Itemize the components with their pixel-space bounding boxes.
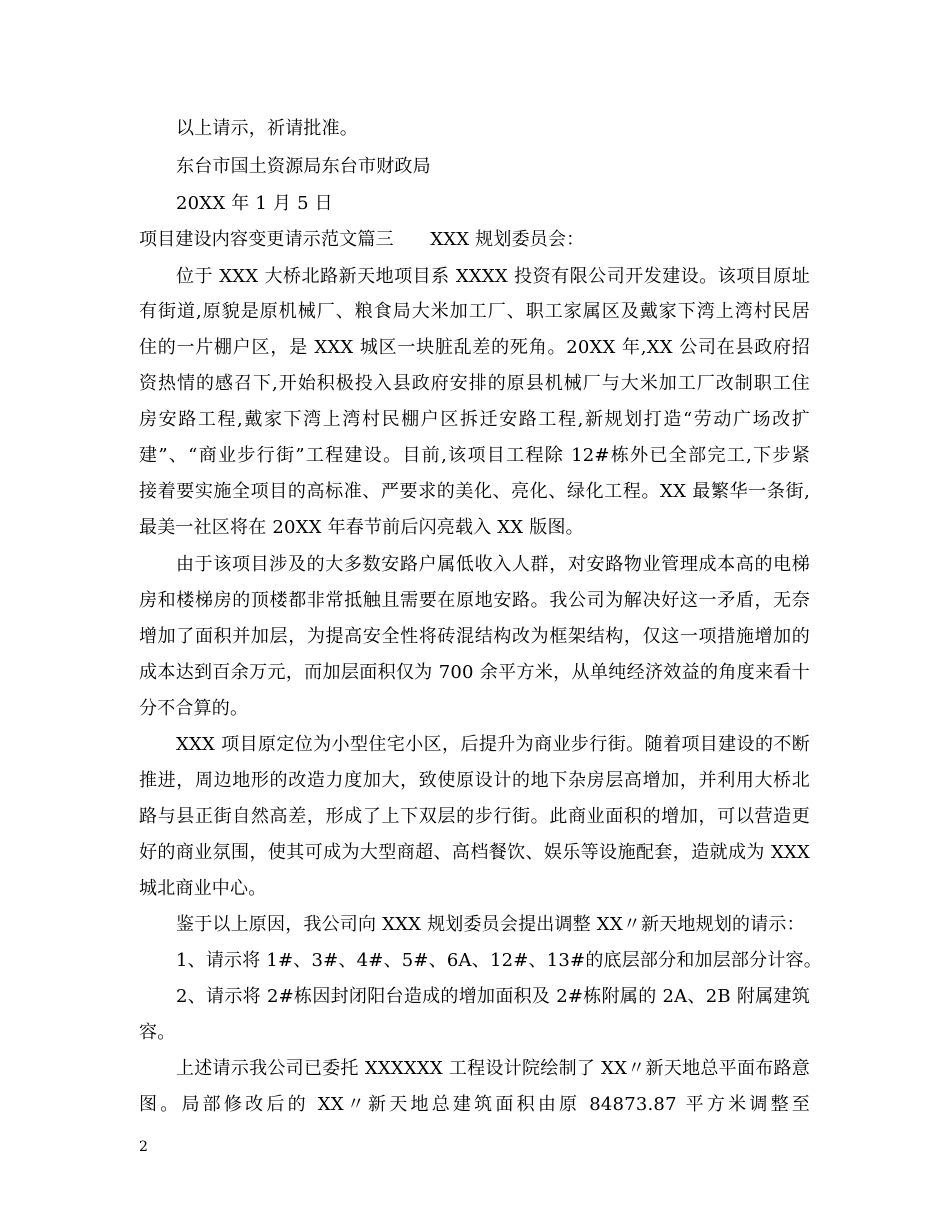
paragraph-1-line-8: 最美一社区将在 20XX 年春节前后闪亮载入 XX 版图。 <box>139 517 584 538</box>
page-number: 2 <box>139 1139 148 1155</box>
paragraph-3-line-4: 好的商业氛围，使其可成为大型商超、高档餐饮、娱乐等设施配套，造就成为 XXX <box>139 842 810 863</box>
paragraph-1-line-2: 有街道,原貌是原机械厂、粮食局大米加工厂、职工家属区及戴家下湾上湾村民居 <box>139 301 810 322</box>
paragraph-2-line-1: 由于该项目涉及的大多数安路户属低收入人群，对安路物业管理成本高的电梯 <box>176 554 810 575</box>
paragraph-1-line-3: 住的一片棚户区，是 XXX 城区一块脏乱差的死角。20XX 年,XX 公司在县政府招 <box>139 337 810 358</box>
paragraph-5-line-1: 上述请示我公司已委托 XXXXXX 工程设计院绘制了 XX〃新天地总平面布路意 <box>176 1058 810 1079</box>
request-item-1: 1、请示将 1#、3#、4#、5#、6A、12#、13#的底层部分和加层部分计容。 <box>176 950 822 971</box>
paragraph-2-line-4: 成本达到百余万元，而加层面积仅为 700 余平方米，从单纯经济效益的角度来看十 <box>139 662 810 683</box>
paragraph-1-line-5: 房安路工程,戴家下湾上湾村民棚户区拆迁安路工程,新规划打造“劳动广场改扩 <box>139 409 810 430</box>
date-line: 20XX 年 1 月 5 日 <box>176 193 333 214</box>
paragraph-4-line-1: 鉴于以上原因，我公司向 XXX 规划委员会提出调整 XX〃新天地规划的请示： <box>176 914 805 935</box>
paragraph-3-line-1: XXX 项目原定位为小型住宅小区，后提升为商业步行街。随着项目建设的不断 <box>176 734 810 755</box>
paragraph-1-line-6: 建”、“商业步行街”工程建设。目前,该项目工程除 12#栋外已全部完工,下步紧 <box>139 445 810 466</box>
issuer-line: 东台市国土资源局东台市财政局 <box>176 156 431 177</box>
paragraph-2-line-5: 分不合算的。 <box>139 698 249 719</box>
request-item-2-line-1: 2、请示将 2#栋因封闭阳台造成的增加面积及 2#栋附属的 2A、2B 附属建筑 <box>176 986 810 1007</box>
request-item-2-line-2: 容。 <box>139 1022 176 1043</box>
paragraph-3-line-5: 城北商业中心。 <box>139 878 267 899</box>
paragraph-1-line-7: 接着要实施全项目的高标准、严要求的美化、亮化、绿化工程。XX 最繁华一条街, <box>139 481 810 502</box>
paragraph-5-line-2: 图。局部修改后的 XX〃新天地总建筑面积由原 84873.87 平方米调整至 <box>139 1094 810 1115</box>
paragraph-1-line-1: 位于 XXX 大桥北路新天地项目系 XXXX 投资有限公司开发建设。该项目原址 <box>176 266 810 287</box>
section-heading-line: 项目建设内容变更请示范文篇三 XXX 规划委员会： <box>139 229 585 250</box>
paragraph-3-line-3: 路与县正街自然高差，形成了上下双层的步行街。此商业面积的增加，可以营造更 <box>139 806 810 827</box>
paragraph-2-line-2: 房和楼梯房的顶楼都非常抵触且需要在原地安路。我公司为解决好这一矛盾，无奈 <box>139 590 810 611</box>
paragraph-2-line-3: 增加了面积并加层，为提高安全性将砖混结构改为框架结构，仅这一项措施增加的 <box>139 626 810 647</box>
closing-request-line: 以上请示，祈请批准。 <box>176 118 358 139</box>
paragraph-1-line-4: 资热情的感召下,开始积极投入县政府安排的原县机械厂与大米加工厂改制职工住 <box>139 373 810 394</box>
paragraph-3-line-2: 推进，周边地形的改造力度加大，致使原设计的地下杂房层高增加，并利用大桥北 <box>139 770 810 791</box>
